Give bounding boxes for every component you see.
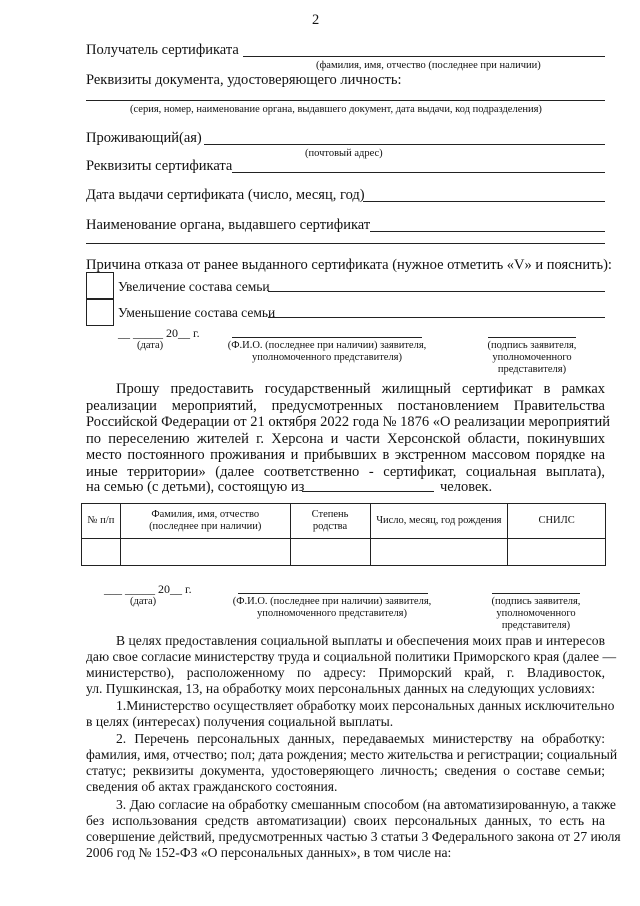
- residing-label: Проживающий(ая): [86, 130, 202, 146]
- consent-line: 3. Даю согласие на обработку смешанным способом (на автоматизированную, а также: [116, 797, 616, 812]
- request-line: иные территории» (далее соответственно - сертификат, социальная выплата),: [86, 463, 605, 480]
- cert-details-label: Реквизиты сертификата: [86, 158, 233, 174]
- issuer-line[interactable]: [370, 231, 605, 232]
- increase-label: Увеличение состава семьи: [118, 279, 270, 294]
- family-count-line[interactable]: [302, 491, 434, 492]
- request-last-end: человек.: [440, 479, 493, 495]
- recipient-hint: (фамилия, имя, отчество (последнее при наличии): [316, 60, 541, 71]
- page-number: 2: [312, 12, 320, 28]
- header-fio: Фамилия, имя, отчество (последнее при наличии): [120, 504, 290, 539]
- consent-line: 1.Министерство осуществляет обработку моих персональных данных исключительно: [116, 698, 615, 713]
- refusal-title: Причина отказа от ранее выданного сертификата (нужное отметить «V» и пояснить):: [86, 257, 612, 273]
- consent-paragraph-2: [86, 698, 615, 730]
- sig2-fio-hint-2: уполномоченного представителя): [256, 608, 408, 619]
- sig2-fio-hint-1: (Ф.И.О. (последнее при наличии) заявителя,: [232, 596, 432, 607]
- issue-date-line[interactable]: [363, 201, 605, 202]
- id-doc-label: Реквизиты документа, удостоверяющего личность:: [86, 72, 402, 88]
- consent-paragraph-3: [86, 731, 618, 795]
- recipient-label: Получатель сертификата: [86, 42, 239, 58]
- consent-line: в целях (интересах) получения социальной выплаты.: [86, 714, 394, 729]
- sig2-sign-line[interactable]: [492, 593, 580, 594]
- sig1-sign-hint-2: уполномоченного: [492, 352, 572, 363]
- table-cell[interactable]: [120, 539, 290, 566]
- increase-checkbox[interactable]: [86, 272, 114, 300]
- id-doc-hint: (серия, номер, наименование органа, выдавшего документ, дата выдачи, код подразделения): [130, 104, 542, 115]
- sig2-sign-hint-2: уполномоченного: [496, 608, 576, 619]
- family-table: [81, 503, 606, 566]
- table-cell[interactable]: [82, 539, 121, 566]
- id-doc-line[interactable]: [86, 100, 605, 101]
- residing-hint: (почтовый адрес): [305, 148, 383, 159]
- header-relation: Степень родства: [290, 504, 370, 539]
- header-snils: СНИЛС: [508, 504, 606, 539]
- header-num: № п/п: [82, 504, 121, 539]
- decrease-checkbox[interactable]: [86, 298, 114, 326]
- increase-line[interactable]: [268, 291, 605, 292]
- consent-line: министерство), расположенному по адресу: Приморский край, г. Владивосток,: [86, 665, 605, 680]
- consent-line: сведения об актах гражданского состояния.: [86, 779, 338, 794]
- request-last-start: на семью (с детьми), состоящую из: [86, 479, 305, 495]
- consent-line: В целях предоставления социальной выплаты и обеспечения моих прав и интересов: [116, 633, 605, 648]
- table-cell[interactable]: [370, 539, 508, 566]
- sig2-sign-hint-1: (подпись заявителя,: [491, 596, 581, 607]
- sig1-sign-hint-1: (подпись заявителя,: [487, 340, 577, 351]
- consent-line: 2. Перечень персональных данных, передаваемых министерству на обработку:: [116, 731, 605, 746]
- consent-line: статус; реквизиты документа, удостоверяющего личность; сведения о составе семьи;: [86, 763, 605, 778]
- sig2-date-hint: (дата): [130, 596, 157, 607]
- consent-line: совершение действий, предусмотренных частью 3 статьи 3 Федерального закона от 27 июля: [86, 829, 621, 844]
- table-cell[interactable]: [508, 539, 606, 566]
- residing-line[interactable]: [204, 144, 605, 145]
- sig2-sign-hint-3: представителя): [501, 620, 571, 631]
- request-paragraph: [86, 381, 610, 480]
- issuer-line-2[interactable]: [86, 243, 605, 244]
- consent-line: ул. Пушкинская, 13, на обработку моих персональных данных на следующих условиях:: [86, 681, 596, 696]
- request-line: Российской Федерации от 21 октября 2022 года № 1876 «О реализации мероприятий: [86, 414, 610, 430]
- sig1-sign-line[interactable]: [488, 337, 576, 338]
- sig1-fio-hint-2: уполномоченного представителя): [251, 352, 403, 363]
- cert-details-line[interactable]: [232, 172, 605, 173]
- consent-line: без использования средств автоматизации) своих персональных данных, то есть на: [86, 813, 605, 828]
- header-birthdate: Число, месяц, год рождения: [370, 504, 508, 539]
- consent-paragraph-1: [86, 633, 617, 697]
- consent-line: 2006 год № 152-ФЗ «О персональных данных», в том числе на:: [86, 845, 452, 860]
- request-line: по переселению жителей г. Херсона и части Херсонской области, покинувших: [86, 430, 605, 447]
- consent-line: фамилия, имя, отчество; пол; дата рождения; место жительства и регистрации; социальный: [86, 747, 618, 762]
- sig1-date-hint: (дата): [137, 340, 164, 351]
- issuer-label: Наименование органа, выдавшего сертификат: [86, 217, 371, 233]
- decrease-label: Уменьшение состава семьи: [118, 305, 276, 320]
- table-cell[interactable]: [290, 539, 370, 566]
- issue-date-label: Дата выдачи сертификата (число, месяц, год): [86, 187, 365, 203]
- recipient-line[interactable]: [243, 56, 605, 57]
- sig2-date-line: ___ _____ 20__ г.: [104, 582, 192, 596]
- request-line: место постоянного проживания и прибывших в экстренном массовом порядке на: [86, 447, 605, 463]
- sig2-fio-line[interactable]: [238, 593, 428, 594]
- sig1-sign-hint-3: представителя): [497, 364, 567, 375]
- decrease-line[interactable]: [268, 317, 605, 318]
- table-header-row: [82, 504, 606, 539]
- sig1-fio-hint-1: (Ф.И.О. (последнее при наличии) заявителя,: [227, 340, 427, 351]
- request-line: Прошу предоставить государственный жилищный сертификат в рамках: [116, 381, 605, 397]
- sig1-date-line: __ _____ 20__ г.: [118, 326, 200, 340]
- table-row[interactable]: [82, 539, 606, 566]
- request-line: реализации мероприятий, предусмотренных постановлением Правительства: [86, 397, 605, 414]
- consent-line: даю свое согласие министерству труда и социальной политики Приморского края (далее —: [86, 649, 617, 664]
- consent-paragraph-4: [86, 797, 621, 861]
- sig1-fio-line[interactable]: [232, 337, 422, 338]
